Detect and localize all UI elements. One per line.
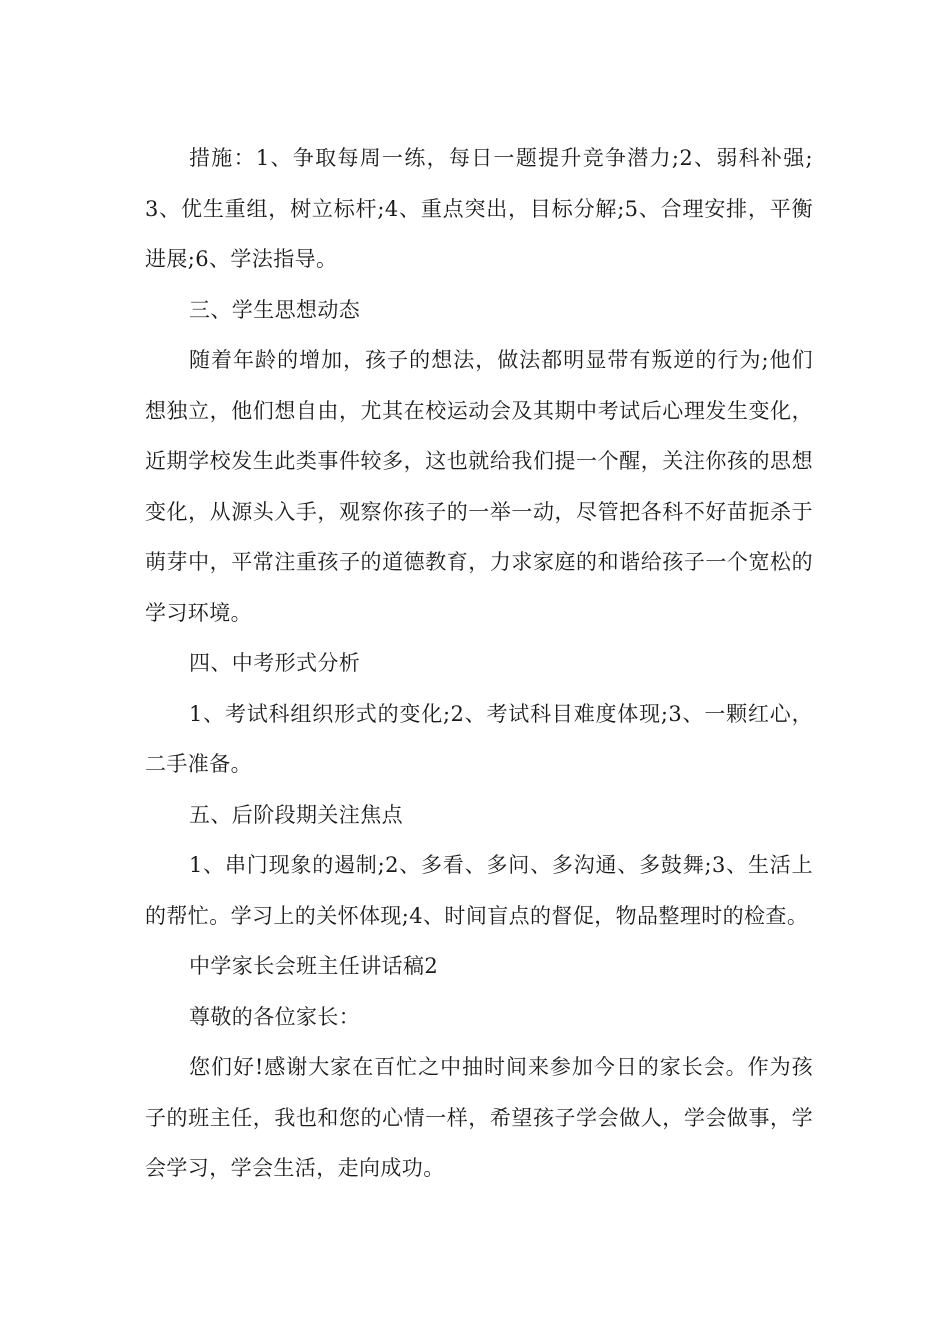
section-heading-student-thoughts: 三、学生思想动态 (189, 297, 361, 322)
section-heading-focus-points: 五、后阶段期关注焦点 (189, 802, 403, 827)
greeting-paragraph: 您们好!感谢大家在百忙之中抽时间来参加今日的家长会。作为孩子的班主任，我也和您的心情一样，希望孩子学会做人，学会做事，学会学习，学会生活，走向成功。 (145, 1055, 813, 1180)
document-page (145, 133, 813, 1194)
exam-analysis-paragraph: 1、考试科组织形式的变化;2、考试科目难度体现;3、一颗红心，二手准备。 (145, 701, 813, 776)
focus-points-paragraph: 1、串门现象的遏制;2、多看、多问、多沟通、多鼓舞;3、生活上的帮忙。学习上的关怀体现;4、时间盲点的督促，物品整理时的检查。 (145, 853, 813, 928)
student-thoughts-paragraph: 随着年龄的增加，孩子的想法，做法都明显带有叛逆的行为;他们想独立，他们想自由，尤其在校运动会及其期中考试后心理发生变化，近期学校发生此类事件较多，这也就给我们提一个醒，关注你孩的思想变化，从源头入手，观察你孩子的一举一动，尽管把各科不好苗扼杀于萌芽中，平常注重孩子的道德教育，力求家庭的和谐给孩子一个宽松的学习环境。 (145, 348, 813, 625)
salutation: 尊敬的各位家长： (189, 1004, 361, 1029)
measures-paragraph: 措施：1、争取每周一练，每日一题提升竞争潜力;2、弱科补强;3、优生重组，树立标杆;4、重点突出，目标分解;5、合理安排，平衡进展;6、学法指导。 (145, 146, 813, 271)
speech-title: 中学家长会班主任讲话稿2 (189, 954, 439, 978)
section-heading-exam-analysis: 四、中考形式分析 (189, 651, 361, 675)
